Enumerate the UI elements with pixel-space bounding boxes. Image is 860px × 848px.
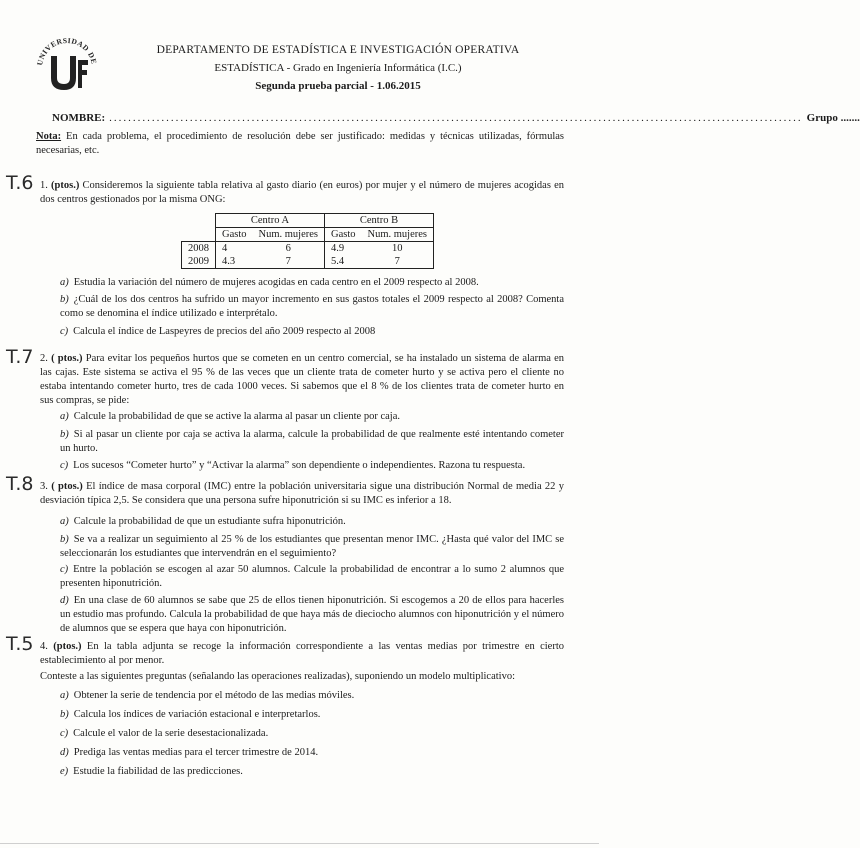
part-letter: c) (60, 728, 69, 739)
part-letter: a) (60, 411, 69, 422)
q4-part-a (60, 689, 564, 703)
points-label: ( ptos.) (51, 353, 83, 364)
table-header: Num. mujeres (253, 228, 325, 242)
part-letter: c) (60, 564, 69, 575)
table-cell: 6 (253, 242, 325, 256)
question-text: En la tabla adjunta se recoge la información correspondiente a las ventas medias por trimestre en cierto establecimiento al por menor. (40, 641, 565, 666)
table-cell: 2009 (182, 255, 216, 269)
part-text: En una clase de 60 alumnos se sabe que 25 de ellos tienen hiponutrición. Si escogemos a 20 de ellos para hacerles un estudio mas profundo. Calcula la probabilidad de que haya más de dieciocho alumnos con hiponutrición y el número de alumnos que se espera que haya con hiponutrición. (60, 595, 564, 634)
question-text: El índice de masa corporal (IMC) entre la población universitaria sigue una distribución Normal de media 22 y desviación típica 2,5. Se considera que una persona sufre hiponutrición si su IMC es inferior a 18. (40, 481, 564, 506)
part-text: Si al pasar un cliente por caja se activa la alarma, calcule la probabilidad de que realmente esté intentando cometer un hurto. (60, 429, 564, 454)
q4-part-c (60, 727, 564, 741)
exam-title: Segunda prueba parcial - 1.06.2015 (255, 80, 421, 92)
nota-paragraph (36, 130, 564, 158)
course-title: ESTADÍSTICA - Grado en Ingeniería Informática (I.C.) (214, 62, 462, 74)
q1-part-a (60, 276, 564, 290)
table-row (182, 255, 434, 269)
department-title: DEPARTAMENTO DE ESTADÍSTICA E INVESTIGACIÓN OPERATIVA (156, 44, 520, 56)
table-group-header: Centro A (216, 214, 325, 228)
part-text: Calcula los índices de variación estacional e interpretarlos. (73, 709, 321, 720)
question-1 (40, 179, 564, 207)
table-cell: 4 (216, 242, 253, 256)
table-cell: 4.3 (216, 255, 253, 269)
part-text: Estudie la fiabilidad de las predicciones. (73, 766, 243, 777)
part-letter: a) (60, 516, 69, 527)
points-label: ( ptos.) (51, 481, 83, 492)
part-letter: c) (60, 326, 69, 337)
part-text: Calcule el valor de la serie desestacionalizada. (73, 728, 269, 739)
table-cell: 7 (362, 255, 434, 269)
table-header: Gasto (325, 228, 362, 242)
table-cell: 10 (362, 242, 434, 256)
q2-part-b (60, 428, 564, 456)
part-text: Obtener la serie de tendencia por el método de las medias móviles. (73, 690, 355, 701)
part-text: Calcule la probabilidad de que se active la alarma al pasar un cliente por caja. (73, 411, 400, 422)
part-text: Entre la población se escogen al azar 50 alumnos. Calcule la probabilidad de encontrar a lo sumo 2 alumnos que presenten hiponutrición. (60, 564, 564, 589)
name-label: NOMBRE: (52, 112, 106, 124)
question-text: Consideremos la siguiente tabla relativa al gasto diario (en euros) por mujer y el número de mujeres acogidas en dos centros gestionados por la misma ONG: (40, 180, 565, 205)
table-cell: 2008 (182, 242, 216, 256)
table-row (182, 242, 434, 256)
part-letter: d) (60, 595, 69, 606)
question-2 (40, 352, 564, 408)
q2-part-a (60, 410, 564, 424)
q4-part-d (60, 746, 564, 760)
question-text: Para evitar los pequeños hurtos que se cometen en un centro comercial, se ha instalado un sistema de alarma en las cajas. Este sistema se activa el 95 % de las veces que un cliente trata de cometer hurto y se activa pero el cliente no estaba intentando cometer hurto, tres de cada 1000 veces. Si sabemos que el 8 % de los clientes trata de cometer hurto en sus compras, se pide: (40, 353, 565, 406)
table-cell: 4.9 (331, 243, 345, 254)
table-header: Gasto (216, 228, 253, 242)
part-text: ¿Cuál de los dos centros ha sufrido un mayor incremento en sus gastos totales el 2009 respecto al 2008? Comenta como se denomina el índice utilizado e interprétalo. (60, 294, 564, 319)
part-letter: b) (60, 534, 69, 545)
q2-part-c (60, 459, 564, 473)
q3-part-d (60, 594, 564, 636)
question-3 (40, 480, 564, 508)
part-text: Los sucesos “Cometer hurto” y “Activar la alarma” son dependiente o independientes. Razona tu respuesta. (73, 460, 526, 471)
q4-intro: Conteste a las siguientes preguntas (señalando las operaciones realizadas), suponiendo un modelo multiplicativo: (40, 671, 515, 682)
q3-part-c (60, 563, 564, 591)
university-seal-logo (34, 32, 100, 98)
table-cell: 7 (253, 255, 325, 269)
part-text: Se va a realizar un seguimiento al 25 % de los estudiantes que presentan menor IMC. ¿Hasta qué valor del IMC se seleccionarán los estudiantes que intervendrán en el seguimiento? (60, 534, 564, 559)
margin-note-1: T.6 (6, 172, 34, 194)
question-number: 3. (40, 481, 48, 492)
part-letter: b) (60, 294, 69, 305)
question-4 (40, 640, 564, 668)
q1-part-c (60, 325, 564, 339)
part-text: Prediga las ventas medias para el tercer trimestre de 2014. (73, 747, 319, 758)
margin-note-2: T.7 (6, 346, 34, 368)
q3-part-a (60, 515, 564, 529)
question-number: 4. (40, 641, 48, 652)
q4-part-e (60, 765, 564, 779)
points-label: (ptos.) (53, 641, 82, 652)
question-number: 1. (40, 180, 48, 191)
question-number: 2. (40, 353, 48, 364)
table-group-header: Centro B (325, 214, 434, 228)
nota-text: En cada problema, el procedimiento de resolución debe ser justificado: medidas y técnicas utilizadas, fórmulas necesarias, etc. (36, 131, 564, 156)
points-label: (ptos.) (51, 180, 80, 191)
svg-text:UNIVERSIDAD DE SEVILLA: UNIVERSIDAD DE (35, 35, 99, 67)
q1-part-b (60, 293, 564, 321)
q1-table (181, 213, 434, 269)
part-text: Calcula el índice de Laspeyres de precios del año 2009 respecto al 2008 (73, 326, 376, 337)
name-field[interactable]: .................................................................................................................................................. (109, 112, 803, 124)
part-letter: a) (60, 690, 69, 701)
name-line (52, 112, 860, 124)
nota-label: Nota: (36, 131, 62, 142)
page-edge-divider (0, 843, 599, 844)
part-letter: d) (60, 747, 69, 758)
part-text: Calcule la probabilidad de que un estudiante sufra hiponutrición. (73, 516, 346, 527)
table-header: Num. mujeres (362, 228, 434, 242)
part-letter: b) (60, 429, 69, 440)
part-letter: a) (60, 277, 69, 288)
q4-part-b (60, 708, 564, 722)
group-field[interactable]: Grupo ....... (806, 112, 860, 124)
part-letter: c) (60, 460, 69, 471)
table-cell: 5.4 (325, 255, 362, 269)
part-text: Estudia la variación del número de mujeres acogidas en cada centro en el 2009 respecto al 2008. (73, 277, 479, 288)
part-letter: b) (60, 709, 69, 720)
margin-note-4: T.5 (6, 633, 34, 655)
part-letter: e) (60, 766, 69, 777)
q3-part-b (60, 533, 564, 561)
margin-note-3: T.8 (6, 473, 34, 495)
